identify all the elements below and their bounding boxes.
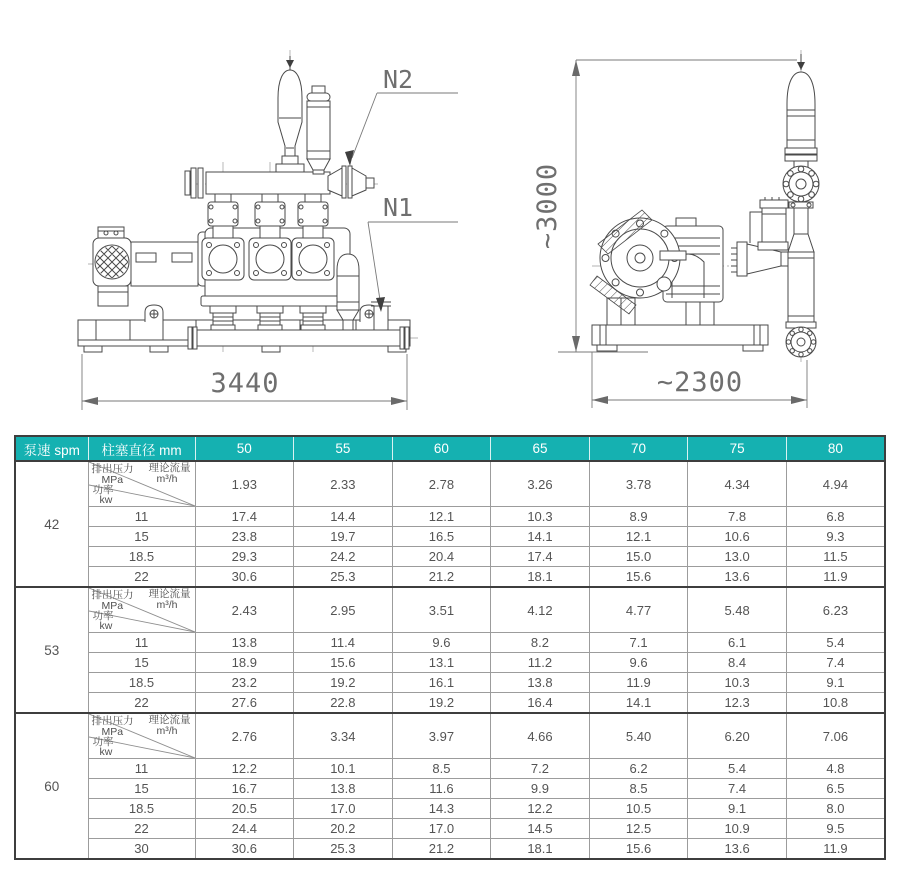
power-row — [15, 673, 885, 693]
flow-value-cell: 3.34 — [294, 713, 393, 759]
power-value-cell: 14.3 — [392, 799, 491, 819]
power-value-cell: 7.8 — [688, 507, 787, 527]
power-value-cell: 15.6 — [589, 839, 688, 860]
front-width-dimension: 3440 — [210, 368, 280, 399]
power-value-cell: 15.6 — [294, 653, 393, 673]
power-value-cell: 10.9 — [688, 819, 787, 839]
pressure-cell: 18.5 — [88, 673, 195, 693]
corner-label-discharge-unit: MPa — [101, 600, 124, 612]
power-value-cell: 13.1 — [392, 653, 491, 673]
corner-label-flow-unit: m³/h — [156, 473, 178, 485]
power-value-cell: 14.1 — [589, 693, 688, 714]
corner-label-discharge-pressure: 排出压力 — [91, 715, 134, 727]
power-value-cell: 10.6 — [688, 527, 787, 547]
power-value-cell: 12.5 — [589, 819, 688, 839]
pump-speed-cell: 53 — [15, 587, 88, 713]
power-value-cell: 19.2 — [392, 693, 491, 714]
corner-label-power-unit: kw — [99, 494, 113, 506]
power-value-cell: 9.1 — [688, 799, 787, 819]
power-value-cell: 6.8 — [786, 507, 885, 527]
power-value-cell: 10.3 — [688, 673, 787, 693]
corner-label-discharge-unit: MPa — [101, 726, 124, 738]
corner-label-power: 功率 — [92, 610, 114, 622]
power-value-cell: 19.7 — [294, 527, 393, 547]
header-plunger-diameter: 柱塞直径 mm — [88, 436, 195, 461]
flow-value-cell: 5.40 — [589, 713, 688, 759]
power-value-cell: 24.2 — [294, 547, 393, 567]
power-value-cell: 30.6 — [195, 567, 294, 588]
pump-technical-drawings — [0, 0, 900, 430]
header-diameter-col: 70 — [589, 436, 688, 461]
power-value-cell: 6.1 — [688, 633, 787, 653]
power-value-cell: 7.4 — [786, 653, 885, 673]
power-end — [590, 210, 723, 314]
section-flow-row — [15, 461, 885, 507]
power-value-cell: 8.5 — [589, 779, 688, 799]
power-value-cell: 18.1 — [491, 839, 590, 860]
front-view-drawing — [78, 50, 458, 410]
corner-label-power: 功率 — [92, 736, 114, 748]
dim-3000 — [532, 60, 797, 352]
power-row — [15, 819, 885, 839]
power-value-cell: 10.1 — [294, 759, 393, 779]
pressure-cell: 15 — [88, 527, 195, 547]
spec-table-body — [15, 461, 885, 859]
power-value-cell: 18.9 — [195, 653, 294, 673]
n1-label — [368, 193, 458, 312]
flow-value-cell: 2.95 — [294, 587, 393, 633]
power-value-cell: 8.9 — [589, 507, 688, 527]
pressure-cell: 30 — [88, 839, 195, 860]
pressure-cell: 11 — [88, 759, 195, 779]
power-value-cell: 18.1 — [491, 567, 590, 588]
flow-value-cell: 3.26 — [491, 461, 590, 507]
power-value-cell: 7.4 — [688, 779, 787, 799]
power-row — [15, 759, 885, 779]
header-diameter-col: 60 — [392, 436, 491, 461]
accumulator — [276, 56, 304, 172]
flow-value-cell: 3.97 — [392, 713, 491, 759]
power-value-cell: 27.6 — [195, 693, 294, 714]
power-value-cell: 12.1 — [589, 527, 688, 547]
power-value-cell: 15.6 — [589, 567, 688, 588]
power-value-cell: 11.4 — [294, 633, 393, 653]
base-skid-side — [592, 325, 768, 351]
pressure-cell: 15 — [88, 653, 195, 673]
side-view-drawing — [532, 50, 819, 408]
power-value-cell: 15.0 — [589, 547, 688, 567]
power-row — [15, 653, 885, 673]
power-row — [15, 547, 885, 567]
cylinder-2 — [249, 194, 291, 331]
corner-label-theoretical-flow: 理论流量 — [148, 462, 191, 474]
power-value-cell: 23.2 — [195, 673, 294, 693]
power-value-cell: 11.6 — [392, 779, 491, 799]
dim-3440 — [82, 354, 407, 410]
power-value-cell: 19.2 — [294, 673, 393, 693]
power-value-cell: 10.3 — [491, 507, 590, 527]
corner-legend-cell — [88, 713, 195, 759]
power-value-cell: 9.9 — [491, 779, 590, 799]
power-value-cell: 13.0 — [688, 547, 787, 567]
power-value-cell: 13.8 — [195, 633, 294, 653]
corner-legend-cell — [88, 461, 195, 507]
power-value-cell: 23.8 — [195, 527, 294, 547]
power-value-cell: 13.6 — [688, 567, 787, 588]
n2-label — [345, 65, 458, 166]
flow-value-cell: 6.20 — [688, 713, 787, 759]
power-row — [15, 799, 885, 819]
suction-dampener — [337, 254, 359, 330]
section-flow-row — [15, 713, 885, 759]
flow-value-cell: 5.48 — [688, 587, 787, 633]
power-value-cell: 17.0 — [392, 819, 491, 839]
flow-value-cell: 4.66 — [491, 713, 590, 759]
power-value-cell: 13.6 — [688, 839, 787, 860]
pump-speed-cell: 42 — [15, 461, 88, 587]
power-value-cell: 11.9 — [589, 673, 688, 693]
header-diameter-col: 65 — [491, 436, 590, 461]
header-diameter-col: 50 — [195, 436, 294, 461]
corner-label-power: 功率 — [92, 484, 114, 496]
power-value-cell: 20.4 — [392, 547, 491, 567]
flow-value-cell: 6.23 — [786, 587, 885, 633]
power-value-cell: 7.1 — [589, 633, 688, 653]
flow-value-cell: 2.76 — [195, 713, 294, 759]
power-value-cell: 12.2 — [195, 759, 294, 779]
flow-value-cell: 2.78 — [392, 461, 491, 507]
power-value-cell: 9.3 — [786, 527, 885, 547]
power-value-cell: 9.6 — [392, 633, 491, 653]
spec-table-wrap — [14, 435, 886, 860]
flow-value-cell: 3.51 — [392, 587, 491, 633]
power-value-cell: 14.4 — [294, 507, 393, 527]
header-row — [15, 436, 885, 461]
corner-label-power-unit: kw — [99, 746, 113, 758]
side-width-dimension: ~2300 — [656, 367, 744, 398]
power-value-cell: 8.4 — [688, 653, 787, 673]
cylinder-3 — [292, 194, 334, 331]
pressure-cell: 22 — [88, 693, 195, 714]
power-value-cell: 9.1 — [786, 673, 885, 693]
power-value-cell: 12.2 — [491, 799, 590, 819]
header-pump-speed: 泵速 spm — [15, 436, 88, 461]
power-value-cell: 8.0 — [786, 799, 885, 819]
corner-label-flow-unit: m³/h — [156, 725, 178, 737]
power-row — [15, 693, 885, 714]
header-diameter-col: 80 — [786, 436, 885, 461]
flow-value-cell: 4.77 — [589, 587, 688, 633]
power-row — [15, 567, 885, 588]
power-value-cell: 7.2 — [491, 759, 590, 779]
power-value-cell: 16.1 — [392, 673, 491, 693]
power-value-cell: 14.1 — [491, 527, 590, 547]
power-value-cell: 17.4 — [491, 547, 590, 567]
flow-value-cell: 2.43 — [195, 587, 294, 633]
power-value-cell: 13.8 — [294, 779, 393, 799]
spec-table — [14, 435, 886, 860]
power-value-cell: 22.8 — [294, 693, 393, 714]
header-diameter-col: 55 — [294, 436, 393, 461]
power-value-cell: 20.5 — [195, 799, 294, 819]
discharge-valve — [328, 166, 374, 198]
nozzle-label-n1: N1 — [382, 193, 414, 222]
power-value-cell: 21.2 — [392, 567, 491, 588]
pressure-cell: 22 — [88, 567, 195, 588]
power-value-cell: 8.5 — [392, 759, 491, 779]
power-value-cell: 8.2 — [491, 633, 590, 653]
pressure-cell: 11 — [88, 633, 195, 653]
flow-value-cell: 2.33 — [294, 461, 393, 507]
power-value-cell: 30.6 — [195, 839, 294, 860]
corner-label-flow-unit: m³/h — [156, 599, 178, 611]
power-value-cell: 9.5 — [786, 819, 885, 839]
power-value-cell: 11.9 — [786, 567, 885, 588]
power-value-cell: 4.8 — [786, 759, 885, 779]
power-value-cell: 11.9 — [786, 839, 885, 860]
motor — [90, 227, 134, 306]
power-value-cell: 16.5 — [392, 527, 491, 547]
pressure-cell: 15 — [88, 779, 195, 799]
pressure-cell: 18.5 — [88, 547, 195, 567]
power-value-cell: 11.2 — [491, 653, 590, 673]
pulsation-dampener — [307, 86, 330, 174]
side-suction-dampener — [750, 197, 788, 250]
nozzle-label-n2: N2 — [382, 65, 414, 94]
section-flow-row — [15, 587, 885, 633]
power-value-cell: 17.0 — [294, 799, 393, 819]
power-value-cell: 20.2 — [294, 819, 393, 839]
power-value-cell: 14.5 — [491, 819, 590, 839]
plunger-cylinders — [202, 194, 334, 331]
power-value-cell: 12.1 — [392, 507, 491, 527]
pressure-cell: 11 — [88, 507, 195, 527]
discharge-manifold — [185, 168, 330, 198]
flow-value-cell: 1.93 — [195, 461, 294, 507]
power-value-cell: 6.2 — [589, 759, 688, 779]
flow-value-cell: 3.78 — [589, 461, 688, 507]
flow-value-cell: 7.06 — [786, 713, 885, 759]
corner-label-theoretical-flow: 理论流量 — [148, 588, 191, 600]
corner-label-discharge-pressure: 排出压力 — [91, 463, 134, 475]
power-value-cell: 10.8 — [786, 693, 885, 714]
power-row — [15, 839, 885, 860]
dim-2300 — [592, 352, 807, 408]
pump-speed-cell: 60 — [15, 713, 88, 859]
power-value-cell: 17.4 — [195, 507, 294, 527]
flow-value-cell: 4.34 — [688, 461, 787, 507]
power-row — [15, 507, 885, 527]
power-row — [15, 527, 885, 547]
power-value-cell: 21.2 — [392, 839, 491, 860]
corner-legend-cell — [88, 587, 195, 633]
flow-value-cell: 4.12 — [491, 587, 590, 633]
power-value-cell: 25.3 — [294, 567, 393, 588]
power-value-cell: 5.4 — [688, 759, 787, 779]
power-value-cell: 9.6 — [589, 653, 688, 673]
power-row — [15, 779, 885, 799]
cylinder-1 — [202, 194, 244, 331]
power-value-cell: 12.3 — [688, 693, 787, 714]
corner-label-discharge-unit: MPa — [101, 474, 124, 486]
power-value-cell: 16.7 — [195, 779, 294, 799]
power-value-cell: 25.3 — [294, 839, 393, 860]
pressure-cell: 22 — [88, 819, 195, 839]
power-value-cell: 24.4 — [195, 819, 294, 839]
power-value-cell: 10.5 — [589, 799, 688, 819]
power-value-cell: 6.5 — [786, 779, 885, 799]
corner-label-discharge-pressure: 排出压力 — [91, 589, 134, 601]
corner-label-power-unit: kw — [99, 620, 113, 632]
header-diameter-col: 75 — [688, 436, 787, 461]
corner-label-theoretical-flow: 理论流量 — [148, 714, 191, 726]
power-value-cell: 29.3 — [195, 547, 294, 567]
power-value-cell: 13.8 — [491, 673, 590, 693]
flow-value-cell: 4.94 — [786, 461, 885, 507]
side-height-dimension: ~3000 — [532, 162, 563, 250]
power-value-cell: 5.4 — [786, 633, 885, 653]
power-row — [15, 633, 885, 653]
power-value-cell: 11.5 — [786, 547, 885, 567]
pressure-cell: 18.5 — [88, 799, 195, 819]
power-value-cell: 16.4 — [491, 693, 590, 714]
